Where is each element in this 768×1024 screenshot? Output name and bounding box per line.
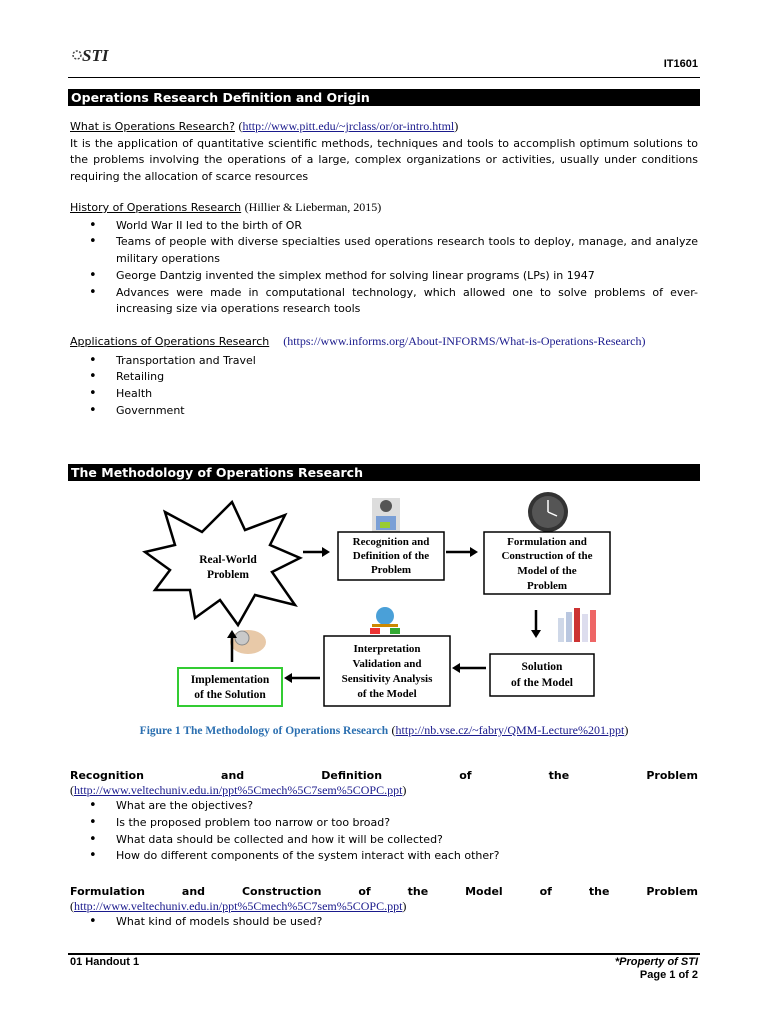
implementation-label-2: of the Solution xyxy=(194,689,266,701)
list-item: • What kind of models should be used? xyxy=(70,914,698,931)
what-heading: What is Operations Research? xyxy=(70,120,235,133)
heading-word: the xyxy=(548,769,570,782)
section-title-methodology: The Methodology of Operations Research xyxy=(68,464,700,481)
figure-url-link[interactable]: http://nb.vse.cz/~fabry/QMM-Lecture%201.ppt xyxy=(395,723,625,737)
figure-caption: Figure 1 The Methodology of Operations Research xyxy=(139,725,389,737)
list-item: • Retailing xyxy=(70,369,698,386)
list-item: • Transportation and Travel xyxy=(70,353,698,370)
heading-word: Formulation xyxy=(70,885,145,898)
bar-chart-icon xyxy=(558,608,596,642)
footer-page: Page 1 of 2 xyxy=(639,969,698,981)
footer-property: *Property of STI xyxy=(614,956,698,968)
list-item: • Teams of people with diverse specialties used operations research tools to deploy, manage, and analyze military operations xyxy=(70,234,698,268)
list-item: • What are the objectives? xyxy=(70,798,698,815)
list-item: • What data should be collected and how it will be collected? xyxy=(70,832,698,849)
recognition-heading xyxy=(70,769,698,782)
heading-word: Problem xyxy=(646,885,698,898)
list-item: • How do different components of the system interact with each other? xyxy=(70,848,698,865)
history-cite: (Hillier & Lieberman, 2015) xyxy=(244,200,382,214)
heading-word: and xyxy=(181,885,206,898)
formulation-label-2: Construction of the xyxy=(501,550,593,562)
solution-label-1: Solution xyxy=(521,661,563,673)
apps-url-link[interactable]: (https://www.informs.org/About-INFORMS/What-is-Operations-Research) xyxy=(283,334,646,348)
header-rule xyxy=(68,77,700,78)
recognition-label-3: Problem xyxy=(370,564,412,576)
heading-word: the xyxy=(588,885,610,898)
footer-rule xyxy=(68,953,700,955)
list-item: • World War II led to the birth of OR xyxy=(70,218,698,235)
figure-caption-line: Figure 1 The Methodology of Operations Research (http://nb.vse.cz/~fabry/QMM-Lecture%201.ppt) xyxy=(139,723,629,737)
methodology-diagram xyxy=(140,490,630,718)
svg-text:STI: STI xyxy=(82,46,109,65)
history-heading: History of Operations Research xyxy=(70,201,242,214)
list-item: • Is the proposed problem too narrow or too broad? xyxy=(70,815,698,832)
interpretation-label-3: Sensitivity Analysis xyxy=(341,673,433,685)
list-item: • George Dantzig invented the simplex method for solving linear programs (LPs) in 1947 xyxy=(70,268,698,285)
sti-logo xyxy=(70,44,120,66)
recognition-label-1: Recognition and xyxy=(352,536,430,548)
recognition-label-2: Definition of the xyxy=(352,550,430,562)
heading-word: the xyxy=(407,885,429,898)
solution-label-2: of the Model xyxy=(511,677,573,689)
list-item: • Government xyxy=(70,403,698,420)
heading-word: Recognition xyxy=(70,769,144,782)
apps-heading: Applications of Operations Research xyxy=(70,335,270,348)
section-title-definition: Operations Research Definition and Origin xyxy=(68,89,700,106)
scales-icon xyxy=(370,607,400,634)
heading-word: Problem xyxy=(646,769,698,782)
course-code: IT1601 xyxy=(663,58,698,70)
heading-word: Model xyxy=(465,885,503,898)
list-item: • Advances were made in computational technology, which allowed one to solve problems of ever-increasing size via operations research tools xyxy=(70,285,698,319)
clock-icon xyxy=(528,492,568,532)
list-item: • Health xyxy=(70,386,698,403)
heading-word: of xyxy=(539,885,552,898)
interpretation-label-2: Validation and xyxy=(352,658,422,670)
formulation-label-3: Model of the xyxy=(517,565,577,577)
recognition-icon xyxy=(372,498,400,534)
formulation-section: Formulation and Construction of the Model of the Problem (http://www.veltechuniv.edu.in/ppt%5Cmech%5C7sem%5COPC.ppt) • What kind of models should be used? xyxy=(70,885,698,931)
heading-word: Construction xyxy=(241,885,322,898)
heading-word: of xyxy=(459,769,472,782)
what-is-block: What is Operations Research? (http://www.pitt.edu/~jrclass/or/or-intro.html) It is the application of quantitative scientific methods, techniques and tools to accomplish optimum solutions to the problems involving the operations of a large, complex organizations or activities, usually under conditions requiring the allocation of scarce resources xyxy=(70,118,698,185)
real-world-label-1: Real-World xyxy=(199,554,257,566)
formulation-label-4: Problem xyxy=(526,580,568,592)
interpretation-label-4: of the Model xyxy=(357,688,417,700)
footer-right xyxy=(615,956,698,982)
history-block xyxy=(70,199,698,318)
implementation-label-1: Implementation xyxy=(190,674,270,686)
formulation-heading xyxy=(70,885,698,898)
recognition-section: Recognition and Definition of the Problem (http://www.veltechuniv.edu.in/ppt%5Cmech%5C7sem%5COPC.ppt) • What are the objectives? • Is the proposed problem too narrow or too broad? • What data should be collected and how it will be collected? • How do different components of the system interact with each other? xyxy=(70,769,698,865)
recog-url-link[interactable]: http://www.veltechuniv.edu.in/ppt%5Cmech%5C7sem%5COPC.ppt xyxy=(74,783,403,797)
heading-word: of xyxy=(358,885,371,898)
definition-text: It is the application of quantitative scientific methods, techniques and tools to accomplish optimum solutions to the problems involving the operations of a large, complex organizations or activities, usually under conditions requiring the allocation of scarce resources xyxy=(70,136,698,183)
real-world-label-2: Problem xyxy=(207,569,249,581)
hand-coin-icon xyxy=(230,630,266,654)
footer-handout: 01 Handout 1 xyxy=(70,956,140,968)
form-url-link[interactable]: http://www.veltechuniv.edu.in/ppt%5Cmech%5C7sem%5COPC.ppt xyxy=(74,899,403,913)
heading-word: and xyxy=(221,769,245,782)
formulation-label-1: Formulation and xyxy=(507,536,587,548)
heading-word: Definition xyxy=(321,769,383,782)
applications-block xyxy=(70,333,698,420)
what-url-link[interactable]: http://www.pitt.edu/~jrclass/or/or-intro.html xyxy=(242,119,455,133)
interpretation-label-1: Interpretation xyxy=(353,643,421,655)
